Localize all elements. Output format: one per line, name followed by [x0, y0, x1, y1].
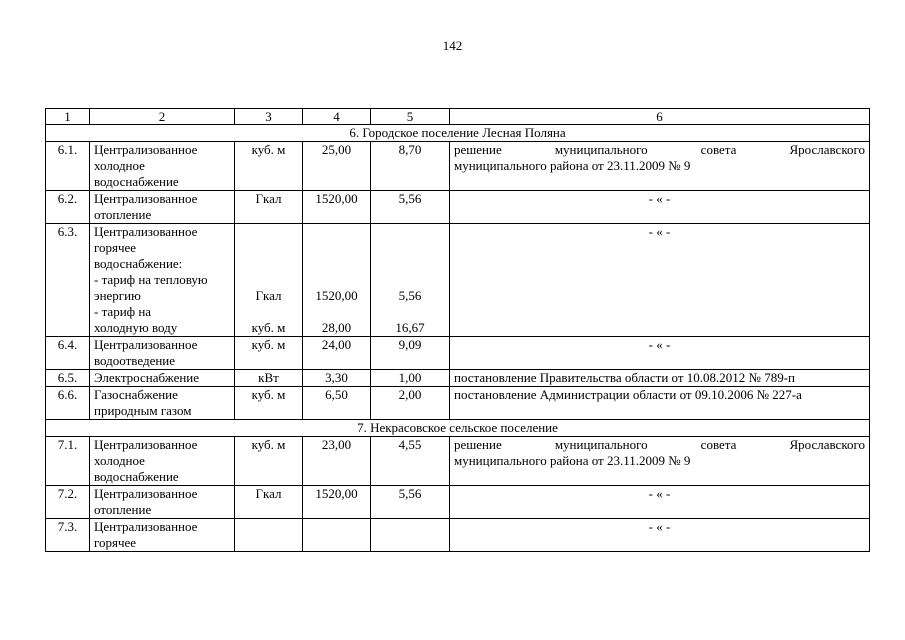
table-row — [46, 370, 870, 387]
row-number: 6.3. — [46, 224, 90, 337]
legal-basis-cell: - « - — [450, 224, 870, 337]
legal-basis-line: муниципального района от 23.11.2009 № 9 — [454, 158, 691, 173]
unit-cell: куб. м — [235, 142, 303, 191]
volume-cell: 23,00 — [303, 437, 371, 486]
row-number: 7.2. — [46, 486, 90, 519]
row-number: 6.5. — [46, 370, 90, 387]
column-number: 5 — [371, 109, 450, 125]
service-name: Электроснабжение — [90, 370, 235, 387]
volume-cell: 1520,00 — [303, 486, 371, 519]
tariff-table — [45, 108, 870, 552]
service-name: Централизованное холодное водоснабжение — [90, 142, 235, 191]
tariff-cell: 9,09 — [371, 337, 450, 370]
legal-basis-cell: - « - — [450, 486, 870, 519]
table-row — [46, 437, 870, 486]
service-name: Централизованное отопление — [90, 486, 235, 519]
column-number: 6 — [450, 109, 870, 125]
volume-cell: 25,00 — [303, 142, 371, 191]
legal-basis-cell: постановление Администрации области от 09.10.2006 № 227-а — [450, 387, 870, 420]
row-number: 6.1. — [46, 142, 90, 191]
service-name: Централизованное горячее водоснабжение: - тариф на тепловую энергию - тариф на холодную воду — [90, 224, 235, 337]
volume-cell: 24,00 — [303, 337, 371, 370]
unit-cell: куб. м — [235, 387, 303, 420]
service-name: Централизованное холодное водоснабжение — [90, 437, 235, 486]
legal-basis-cell: постановление Правительства области от 10.08.2012 № 789-п — [450, 370, 870, 387]
service-name: Газоснабжение природным газом — [90, 387, 235, 420]
service-name: Централизованное горячее — [90, 519, 235, 552]
tariff-cell: 5,56 16,67 — [371, 224, 450, 337]
table-row — [46, 337, 870, 370]
tariff-cell: 2,00 — [371, 387, 450, 420]
legal-basis-cell: - « - — [450, 519, 870, 552]
volume-cell: 1520,00 — [303, 191, 371, 224]
tariff-cell: 8,70 — [371, 142, 450, 191]
table-row — [46, 387, 870, 420]
legal-basis-cell — [450, 142, 870, 191]
table-row — [46, 519, 870, 552]
unit-cell: куб. м — [235, 437, 303, 486]
legal-basis-cell: - « - — [450, 191, 870, 224]
section-header-row — [46, 420, 870, 437]
volume-cell: 3,30 — [303, 370, 371, 387]
row-number: 6.2. — [46, 191, 90, 224]
tariff-cell: 5,56 — [371, 486, 450, 519]
table-row — [46, 142, 870, 191]
tariff-cell: 4,55 — [371, 437, 450, 486]
column-number: 3 — [235, 109, 303, 125]
legal-basis-cell: - « - — [450, 337, 870, 370]
column-number: 4 — [303, 109, 371, 125]
unit-cell: куб. м — [235, 337, 303, 370]
legal-basis-cell — [450, 437, 870, 486]
row-number: 6.4. — [46, 337, 90, 370]
unit-cell: Гкал куб. м — [235, 224, 303, 337]
section-title: 7. Некрасовское сельское поселение — [46, 420, 870, 437]
tariff-cell — [371, 519, 450, 552]
section-title: 6. Городское поселение Лесная Поляна — [46, 125, 870, 142]
tariff-cell: 5,56 — [371, 191, 450, 224]
legal-basis-line: муниципального района от 23.11.2009 № 9 — [454, 453, 691, 468]
column-number-row — [46, 109, 870, 125]
volume-cell — [303, 519, 371, 552]
volume-cell: 6,50 — [303, 387, 371, 420]
table-row — [46, 486, 870, 519]
column-number: 2 — [90, 109, 235, 125]
unit-cell: Гкал — [235, 486, 303, 519]
row-number: 6.6. — [46, 387, 90, 420]
service-name: Централизованное водоотведение — [90, 337, 235, 370]
unit-cell: Гкал — [235, 191, 303, 224]
unit-cell: кВт — [235, 370, 303, 387]
column-number: 1 — [46, 109, 90, 125]
service-name: Централизованное отопление — [90, 191, 235, 224]
legal-basis-line: решение муниципального совета Ярославского — [454, 437, 865, 452]
section-header-row — [46, 125, 870, 142]
row-number: 7.3. — [46, 519, 90, 552]
table-row — [46, 224, 870, 337]
volume-cell: 1520,00 28,00 — [303, 224, 371, 337]
legal-basis-line: решение муниципального совета Ярославского — [454, 142, 865, 157]
tariff-cell: 1,00 — [371, 370, 450, 387]
page-number: 142 — [442, 38, 463, 53]
unit-cell — [235, 519, 303, 552]
table-row — [46, 191, 870, 224]
tariff-table-body — [46, 109, 870, 552]
row-number: 7.1. — [46, 437, 90, 486]
